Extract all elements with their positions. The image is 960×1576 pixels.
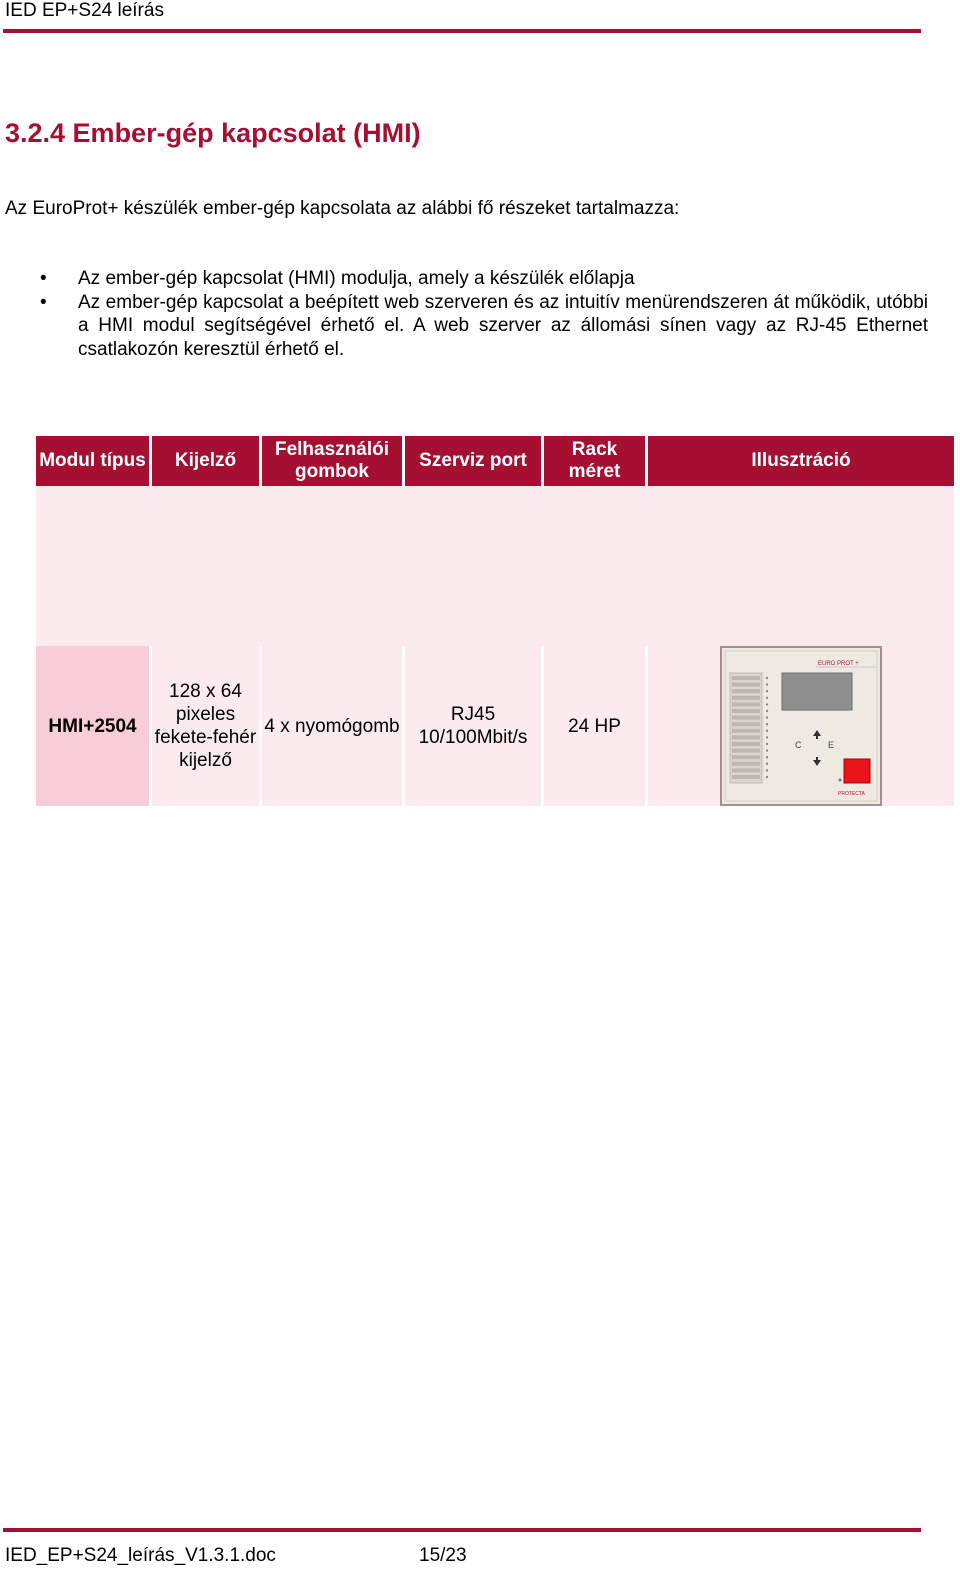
page-header-title: IED EP+S24 leírás [5, 0, 164, 21]
led-label-row [732, 775, 760, 779]
led-label-row [732, 722, 760, 726]
col-header-module-type: Modul típus [36, 436, 149, 486]
led-indicator [766, 716, 768, 718]
table-header-row [36, 436, 954, 486]
bullet-icon: • [40, 291, 47, 313]
red-button [844, 759, 870, 783]
led-indicator [766, 736, 768, 738]
led-indicator [766, 703, 768, 705]
led-indicator [766, 756, 768, 758]
section-title: 3.2.4 Ember-gép kapcsolat (HMI) [5, 118, 421, 148]
footer-page-number: 15/23 [419, 1545, 467, 1566]
led-label-row [732, 762, 760, 766]
bullet-item [40, 267, 928, 291]
led-label-strip [730, 673, 768, 783]
led-indicator [766, 690, 768, 692]
led-label-row [732, 755, 760, 759]
led-indicator [766, 697, 768, 699]
table-row [36, 646, 954, 806]
led-label-row [732, 742, 760, 746]
col-header-display: Kijelző [152, 436, 259, 486]
led-indicator [766, 730, 768, 732]
led-label-row [732, 676, 760, 680]
led-indicator [766, 677, 768, 679]
device-logo: EURO PROT + [818, 661, 859, 667]
cell-user-buttons: 4 x nyomógomb [262, 646, 402, 806]
key-c-label: C [795, 740, 802, 750]
led-indicator [766, 683, 768, 685]
bullet-icon: • [40, 268, 47, 289]
led-label-row [732, 735, 760, 739]
footer-filename: IED_EP+S24_leírás_V1.3.1.doc [5, 1545, 276, 1566]
header-rule [3, 29, 921, 33]
bullet-text: Az ember-gép kapcsolat (HMI) modulja, amely a készülék előlapja [78, 268, 635, 289]
led-indicator [766, 776, 768, 778]
col-header-service-port: Szerviz port [405, 436, 541, 486]
led-indicator [766, 749, 768, 751]
led-label-row [732, 749, 760, 753]
key-e-label: E [828, 740, 835, 750]
led-label-row [732, 689, 760, 693]
led-indicator [766, 743, 768, 745]
led-indicator [766, 710, 768, 712]
led-label-row [732, 683, 760, 687]
led-indicator [766, 763, 768, 765]
col-header-user-buttons: Felhasználói gombok [262, 436, 402, 486]
led-indicator [766, 723, 768, 725]
hmi-spec-table [33, 436, 957, 806]
cell-rack-size: 24 HP [544, 646, 645, 806]
bullet-item [40, 291, 928, 362]
led-label-row [732, 768, 760, 772]
bullet-list [40, 267, 928, 361]
col-header-rack-size: Rack méret [544, 436, 645, 486]
cell-service-port: RJ45 10/100Mbit/s [405, 646, 541, 806]
cell-module-type: HMI+2504 [36, 646, 149, 806]
brand-label: PROTECTA [838, 791, 865, 797]
cell-display: 128 x 64 pixeles fekete-fehér kijelző [152, 646, 259, 806]
footer-rule [3, 1528, 921, 1532]
cell-illustration [648, 646, 954, 806]
intro-paragraph: Az EuroProt+ készülék ember-gép kapcsolata az alábbi fő részeket tartalmazza: [5, 198, 680, 219]
col-header-illustration: Illusztráció [648, 436, 954, 486]
led-label-row [732, 716, 760, 720]
hmi-front-panel-illustration [720, 646, 882, 806]
lcd-screen [782, 673, 852, 710]
bullet-text: Az ember-gép kapcsolat a beépített web szerveren és az intuitív menürendszeren át működik, utóbbi a HMI modul segítségével érhető el. A web szerver az állomási sínen vagy az RJ-45 Ethernet csatlakozón keresztül érhető el. [78, 291, 928, 360]
led-indicator [766, 769, 768, 771]
led-label-row [732, 709, 760, 713]
led-label-row [732, 702, 760, 706]
led-label-row [732, 696, 760, 700]
led-label-row [732, 729, 760, 733]
